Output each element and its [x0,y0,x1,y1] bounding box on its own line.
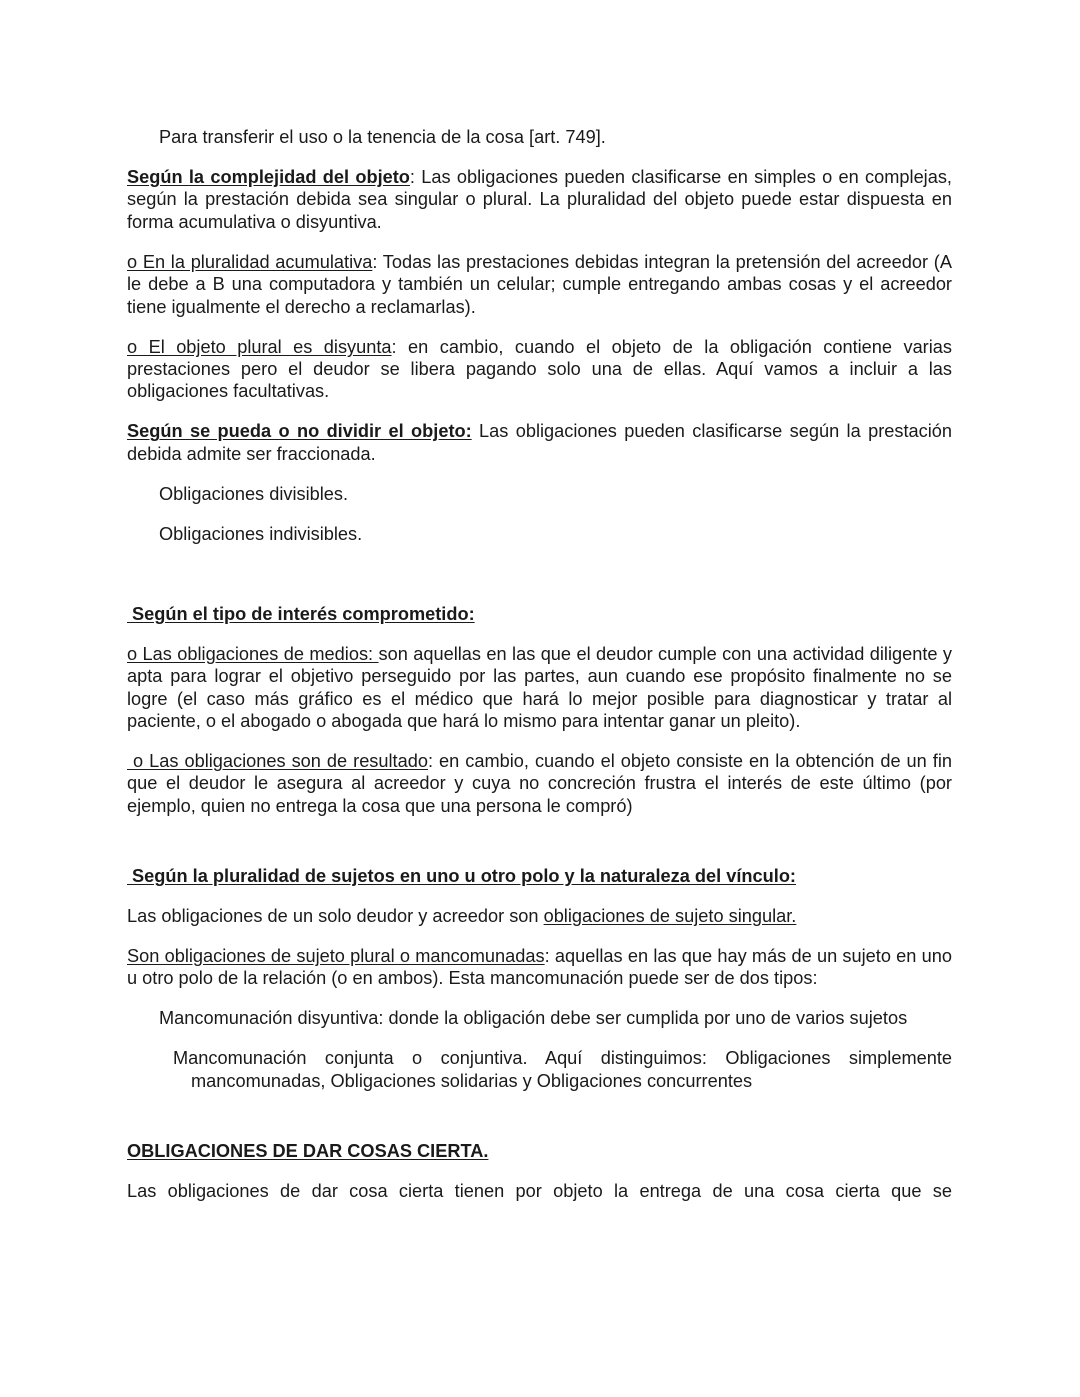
paragraph-disyunta [127,336,952,403]
label-resultado: o Las obligaciones son de resultado [127,751,428,772]
text-acumulativa: : Todas las prestaciones debidas integran la pretensión del acreedor (A le debe a B una computadora y también un celular; cumple entregando ambas cosas y el acreedor tiene igualmente el derecho a reclamarlas). [127,251,952,317]
text-resultado: : en cambio, cuando el objeto consiste en la obtención de un fin que el deudor le asegura al acreedor y cuya no concreción frustra el interés de este último (por ejemplo, quien no entrega la cosa que una persona le compró) [127,751,952,816]
item-conjunta [127,1047,952,1092]
spacer [127,835,952,865]
label-acumulativa: o En la pluralidad acumulativa [127,251,373,272]
label-medios: o Las obligaciones de medios: [127,643,379,664]
text-complejidad: : Las obligaciones pueden clasificarse en simples o en complejas, según la prestación debida sea singular o plural. La pluralidad del objeto puede estar dispuesta en forma acumulativa o disyuntiva. [127,167,952,232]
item-divisibles [127,483,952,505]
item-disyuntiva [127,1007,952,1029]
text-disyunta: : en cambio, cuando el objeto de la obligación contiene varias prestaciones pero el deudor se libera pagando solo una de ellas. Aquí vamos a incluir a las obligaciones facultativas. [127,336,952,402]
paragraph-resultado [127,750,952,817]
paragraph-dar-heading [127,1140,952,1162]
paragraph-complejidad [127,166,952,233]
paragraph-medios [127,643,952,733]
text-divisibles: Obligaciones divisibles. [159,483,349,504]
text-singular: Las obligaciones de un solo deudor y acreedor son [127,905,544,926]
item-indivisibles [127,523,952,545]
paragraph-dividir [127,420,952,465]
paragraph-sujetos-heading [127,865,952,887]
heading-dar: OBLIGACIONES DE DAR COSAS CIERTA. [127,1140,489,1161]
heading-interes: Según el tipo de interés comprometido: [127,603,475,624]
label-singular: obligaciones de sujeto singular. [543,905,797,926]
paragraph-plural [127,945,952,990]
text-indivisibles: Obligaciones indivisibles. [159,523,363,544]
text-disyuntiva: Mancomunación disyuntiva: donde la obligación debe ser cumplida por uno de varios sujetos [159,1008,908,1029]
text-dividir: Las obligaciones pueden clasificarse según la prestación debida admite ser fraccionada. [127,421,952,464]
text-conjunta: Mancomunación conjunta o conjuntiva. Aquí distinguimos: Obligaciones simplemente mancomunadas, Obligaciones solidarias y Obligaciones concurrentes [173,1048,952,1091]
heading-complejidad: Según la complejidad del objeto [127,167,410,187]
spacer [127,1110,952,1140]
heading-sujetos: Según la pluralidad de sujetos en uno u otro polo y la naturaleza del vínculo: [127,865,796,886]
label-plural: Son obligaciones de sujeto plural o mancomunadas [127,945,545,966]
label-disyunta: o El objeto plural es disyunta [127,336,392,357]
text-plural: : aquellas en las que hay más de un sujeto en uno u otro polo de la relación (o en ambos). Esta mancomunación puede ser de dos tipos: [127,945,952,989]
text-dar: Las obligaciones de dar cosa cierta tienen por objeto la entrega de una cosa cierta que se [127,1180,952,1201]
heading-dividir: Según se pueda o no dividir el objeto: [127,421,472,442]
paragraph-transferir [127,126,952,148]
paragraph-acumulativa [127,251,952,318]
text-transferir: Para transferir el uso o la tenencia de la cosa [art. 749]. [159,127,606,147]
spacer [127,563,952,603]
text-medios: son aquellas en las que el deudor cumple con una actividad diligente y apta para lograr el objetivo perseguido por las partes, aun cuando ese propósito finalmente no se logre (el caso más gráfico es el médico que hará lo mejor posible para diagnosticar y tratar al paciente, o el abogado o abogada que hará lo mismo para intentar ganar un pleito). [127,643,953,732]
paragraph-interes-heading [127,603,952,625]
paragraph-dar [127,1180,952,1202]
paragraph-singular [127,905,952,927]
document-page [127,126,952,1220]
